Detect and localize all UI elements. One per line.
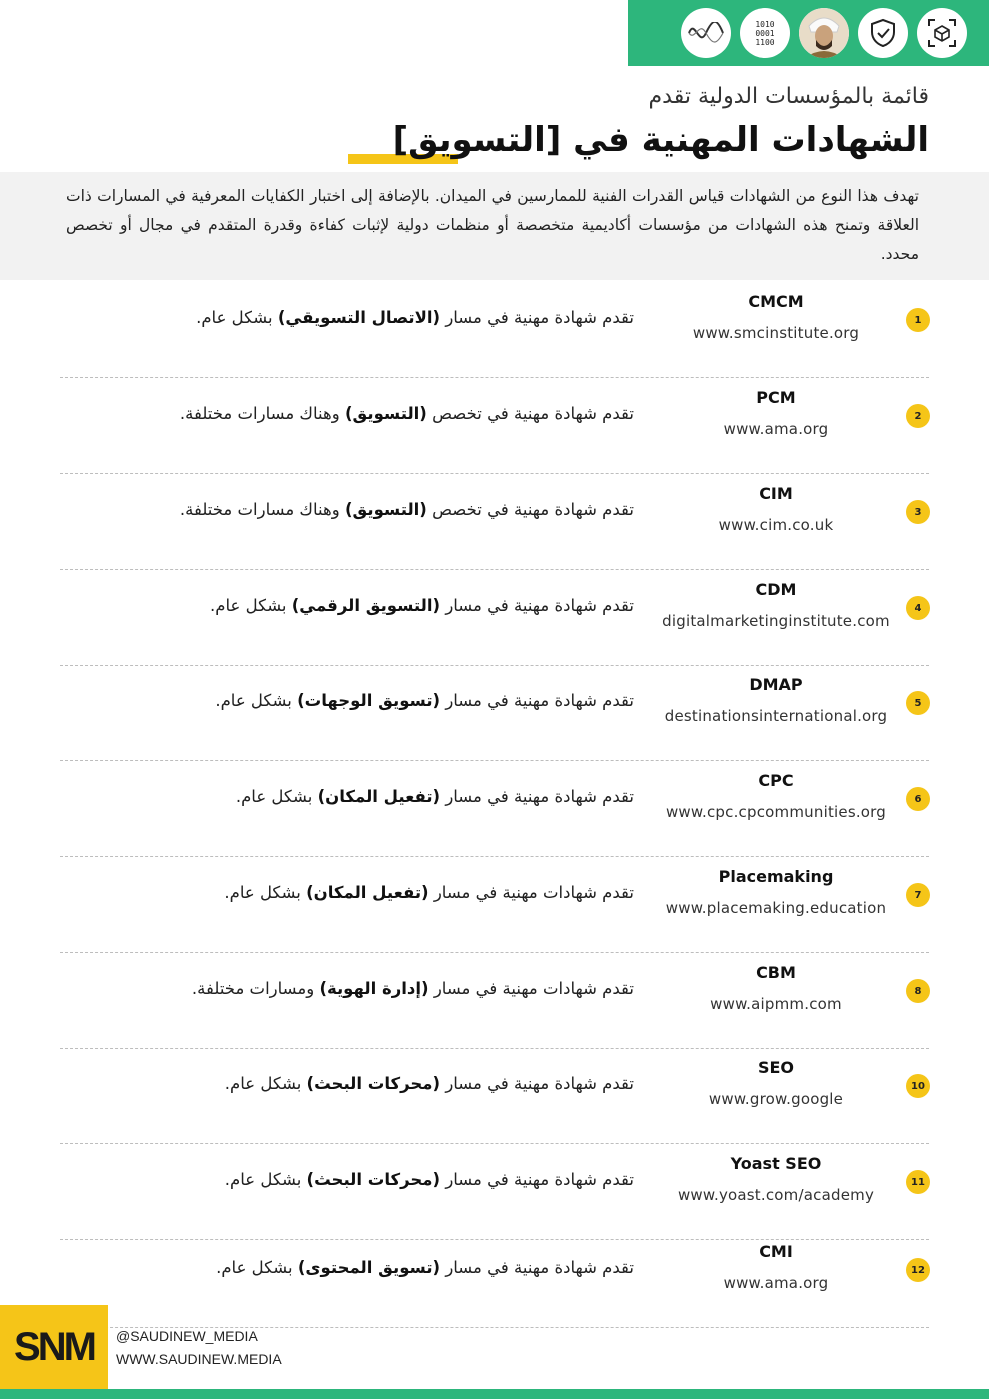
list-item [0, 570, 989, 666]
certificate-description [224, 883, 634, 902]
institution-url[interactable]: www.smcinstitute.org [692, 324, 860, 342]
binary-code-icon [740, 8, 790, 58]
intro-text: تهدف هذا النوع من الشهادات قياس القدرات الفنية للممارسين في الميدان. بالإضافة إلى اختبار الكفايات المعرفية في المسارات ذات العلاقة وتمنح هذه الشهادات من مؤسسات أكاديمية متخصصة أو منظمات دولية لإثبات كفاءة وقدرة المتقدم في مجال أو تخصص محدد. [66, 187, 919, 263]
institution-url[interactable]: www.grow.google [708, 1090, 844, 1108]
institution-url[interactable]: destinationsinternational.org [664, 707, 888, 725]
description-track: (التسويق) [344, 500, 427, 519]
description-prefix: تقدم شهادة مهنية في تخصص [432, 500, 634, 519]
institution-url[interactable]: www.cpc.cpcommunities.org [665, 803, 887, 821]
description-track: (محركات البحث) [306, 1170, 441, 1189]
shield-check-icon [858, 8, 908, 58]
item-number-badge: 10 [906, 1074, 930, 1098]
brand-logo: SNM [0, 1305, 108, 1389]
list-item [0, 282, 989, 378]
description-prefix: تقدم شهادة مهنية في مسار [445, 691, 634, 710]
description-track: (التسويق الرقمي) [291, 596, 441, 615]
certificate-abbreviation: CMI [759, 1242, 793, 1261]
institution-url[interactable]: www.ama.org [723, 1274, 829, 1292]
item-number-badge: 3 [906, 500, 930, 524]
page-subtitle: قائمة بالمؤسسات الدولية تقدم [648, 84, 929, 109]
institution-url[interactable]: www.cim.co.uk [718, 516, 834, 534]
description-prefix: تقدم شهادات مهنية في مسار [433, 883, 634, 902]
wave-icon [681, 8, 731, 58]
description-prefix: تقدم شهادات مهنية في مسار [433, 979, 634, 998]
certificate-abbreviation: DMAP [749, 675, 803, 694]
certificate-description [216, 1258, 634, 1277]
description-track: (الاتصال التسويقي) [277, 308, 441, 327]
description-prefix: تقدم شهادة مهنية في مسار [445, 596, 634, 615]
item-number-badge: 6 [906, 787, 930, 811]
institution-url[interactable]: www.ama.org [723, 420, 829, 438]
item-number-badge: 5 [906, 691, 930, 715]
description-suffix: بشكل عام. [224, 1170, 302, 1189]
description-track: (تسويق الوجهات) [297, 691, 441, 710]
ar-cube-icon [917, 8, 967, 58]
description-prefix: تقدم شهادة مهنية في مسار [445, 1074, 634, 1093]
certificate-abbreviation: SEO [757, 1058, 795, 1077]
page-title: الشهادات المهنية في [التسويق] [392, 120, 929, 160]
description-suffix: ومسارات مختلفة. [191, 979, 315, 998]
svg-text:0001: 0001 [755, 29, 775, 38]
description-track: (تفعيل المكان) [306, 883, 429, 902]
certificate-abbreviation: Yoast SEO [730, 1154, 822, 1173]
list-item [0, 1144, 989, 1240]
certificate-description [180, 500, 634, 519]
bottom-bar [0, 1389, 989, 1399]
institution-url[interactable]: www.placemaking.education [665, 899, 887, 917]
description-suffix: وهناك مسارات مختلفة. [179, 404, 340, 423]
item-number-badge: 11 [906, 1170, 930, 1194]
portrait-icon [799, 8, 849, 58]
certificate-description [210, 596, 634, 615]
item-number-badge: 4 [906, 596, 930, 620]
certificate-description [236, 787, 634, 806]
item-number-badge: 1 [906, 308, 930, 332]
description-prefix: تقدم شهادة مهنية في مسار [445, 787, 634, 806]
description-prefix: تقدم شهادة مهنية في مسار [445, 1258, 634, 1277]
description-suffix: بشكل عام. [235, 787, 313, 806]
item-number-badge: 8 [906, 979, 930, 1003]
certificate-description [196, 308, 634, 327]
certificate-description [225, 1074, 634, 1093]
description-suffix: بشكل عام. [215, 691, 292, 710]
svg-text:1010: 1010 [755, 20, 775, 29]
list-item [0, 857, 989, 953]
list-item [0, 1048, 989, 1144]
description-track: (تسويق المحتوى) [297, 1258, 441, 1277]
intro-box [0, 172, 989, 280]
svg-text:1100: 1100 [755, 38, 775, 47]
item-number-badge: 12 [906, 1258, 930, 1282]
header-icon-bar [628, 0, 989, 66]
certificate-abbreviation: Placemaking [718, 867, 834, 886]
certificate-abbreviation: CPC [758, 771, 794, 790]
description-track: (تفعيل المكان) [317, 787, 441, 806]
item-number-badge: 7 [906, 883, 930, 907]
description-prefix: تقدم شهادة مهنية في مسار [445, 1170, 634, 1189]
certificate-abbreviation: CDM [755, 580, 797, 599]
description-prefix: تقدم شهادة مهنية في تخصص [432, 404, 634, 423]
description-track: (التسويق) [344, 404, 427, 423]
list-item [0, 761, 989, 857]
description-suffix: بشكل عام. [210, 596, 287, 615]
description-track: (إدارة الهوية) [319, 979, 429, 998]
certificate-abbreviation: CBM [756, 963, 796, 982]
certificate-description [225, 1170, 634, 1189]
list-item [0, 378, 989, 474]
list-item [0, 1232, 989, 1328]
certificate-abbreviation: CMCM [748, 292, 804, 311]
list-item [0, 665, 989, 761]
social-handle[interactable]: @SAUDINEW_MEDIA [116, 1328, 258, 1344]
institution-url[interactable]: www.yoast.com/academy [677, 1186, 875, 1204]
list-item [0, 474, 989, 570]
certificate-description [192, 979, 634, 998]
description-suffix: وهناك مسارات مختلفة. [179, 500, 340, 519]
website-link[interactable]: WWW.SAUDINEW.MEDIA [116, 1351, 282, 1367]
description-suffix: بشكل عام. [196, 308, 273, 327]
institution-url[interactable]: www.aipmm.com [710, 995, 842, 1013]
list-item [0, 953, 989, 1049]
certificate-abbreviation: PCM [756, 388, 796, 407]
certificate-description [180, 404, 634, 423]
description-track: (محركات البحث) [306, 1074, 441, 1093]
item-number-badge: 2 [906, 404, 930, 428]
description-suffix: بشكل عام. [224, 1074, 302, 1093]
certificate-description [215, 691, 634, 710]
description-suffix: بشكل عام. [224, 883, 301, 902]
description-prefix: تقدم شهادة مهنية في مسار [445, 308, 634, 327]
description-suffix: بشكل عام. [216, 1258, 293, 1277]
certificate-abbreviation: CIM [759, 484, 793, 503]
institution-url[interactable]: digitalmarketinginstitute.com [662, 612, 890, 630]
